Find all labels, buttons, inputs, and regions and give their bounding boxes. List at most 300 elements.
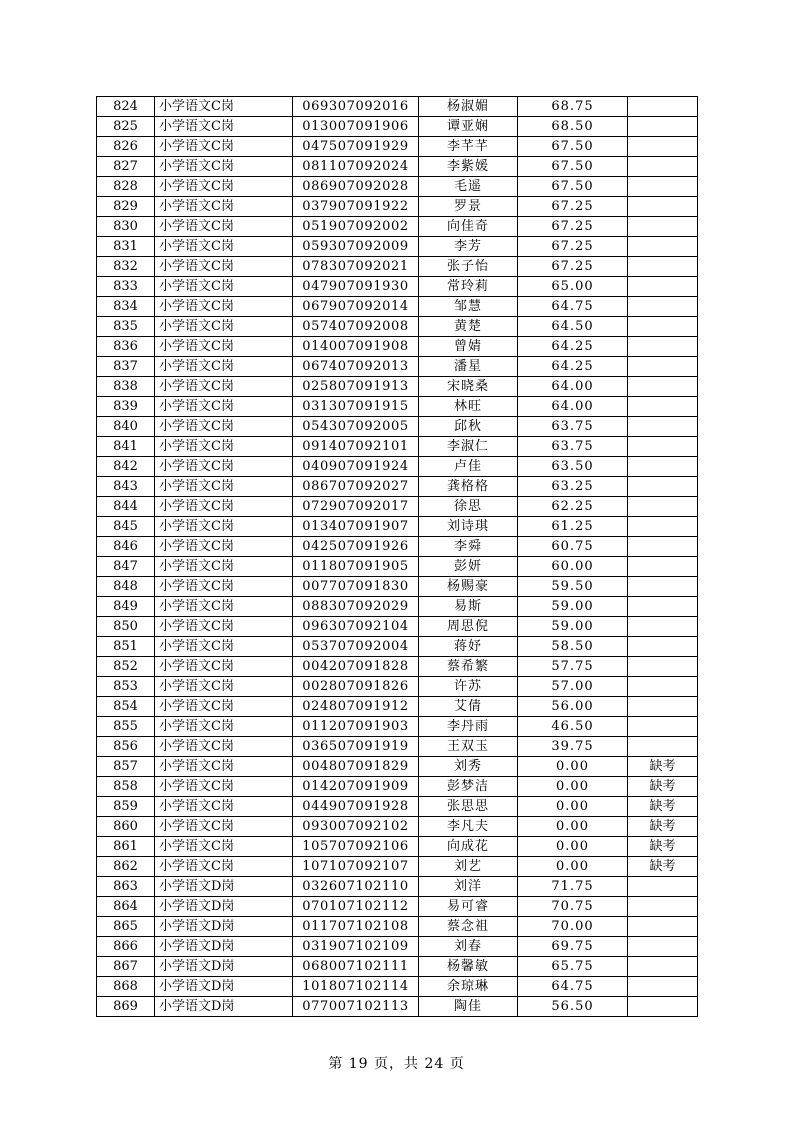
exam-id-cell: 051907092002 <box>293 217 419 237</box>
candidate-name-cell: 李凡夫 <box>419 817 518 837</box>
score-cell: 61.25 <box>518 517 628 537</box>
post-name-cell: 小学语文D岗 <box>155 997 293 1017</box>
score-cell: 64.50 <box>518 317 628 337</box>
row-number-cell: 835 <box>97 317 155 337</box>
table-row <box>97 357 698 377</box>
candidate-name-cell: 宋晓桑 <box>419 377 518 397</box>
candidate-name-cell: 彭妍 <box>419 557 518 577</box>
post-name-cell: 小学语文C岗 <box>155 817 293 837</box>
exam-id-cell: 040907091924 <box>293 457 419 477</box>
table-row <box>97 697 698 717</box>
score-cell: 46.50 <box>518 717 628 737</box>
row-number-cell: 858 <box>97 777 155 797</box>
note-cell: 缺考 <box>628 797 698 817</box>
score-cell: 64.00 <box>518 377 628 397</box>
score-cell: 67.25 <box>518 257 628 277</box>
note-cell <box>628 177 698 197</box>
table-row <box>97 257 698 277</box>
exam-id-cell: 078307092021 <box>293 257 419 277</box>
score-cell: 0.00 <box>518 797 628 817</box>
candidate-name-cell: 易可睿 <box>419 897 518 917</box>
score-cell: 64.00 <box>518 397 628 417</box>
note-cell <box>628 577 698 597</box>
candidate-name-cell: 邹慧 <box>419 297 518 317</box>
row-number-cell: 866 <box>97 937 155 957</box>
table-row <box>97 997 698 1017</box>
post-name-cell: 小学语文C岗 <box>155 477 293 497</box>
score-cell: 71.75 <box>518 877 628 897</box>
note-cell <box>628 457 698 477</box>
row-number-cell: 859 <box>97 797 155 817</box>
note-cell <box>628 417 698 437</box>
exam-id-cell: 067907092014 <box>293 297 419 317</box>
candidate-name-cell: 徐思 <box>419 497 518 517</box>
note-cell: 缺考 <box>628 777 698 797</box>
candidate-name-cell: 向成花 <box>419 837 518 857</box>
row-number-cell: 864 <box>97 897 155 917</box>
row-number-cell: 842 <box>97 457 155 477</box>
row-number-cell: 850 <box>97 617 155 637</box>
table-row <box>97 237 698 257</box>
candidate-name-cell: 李芊芊 <box>419 137 518 157</box>
row-number-cell: 837 <box>97 357 155 377</box>
post-name-cell: 小学语文C岗 <box>155 677 293 697</box>
candidate-name-cell: 刘秀 <box>419 757 518 777</box>
exam-id-cell: 011807091905 <box>293 557 419 577</box>
candidate-name-cell: 张思思 <box>419 797 518 817</box>
table-row <box>97 477 698 497</box>
exam-id-cell: 037907091922 <box>293 197 419 217</box>
post-name-cell: 小学语文C岗 <box>155 697 293 717</box>
post-name-cell: 小学语文C岗 <box>155 637 293 657</box>
note-cell: 缺考 <box>628 757 698 777</box>
note-cell <box>628 477 698 497</box>
score-cell: 0.00 <box>518 817 628 837</box>
table-row <box>97 577 698 597</box>
row-number-cell: 860 <box>97 817 155 837</box>
exam-id-cell: 059307092009 <box>293 237 419 257</box>
row-number-cell: 862 <box>97 857 155 877</box>
exam-id-cell: 031307091915 <box>293 397 419 417</box>
post-name-cell: 小学语文C岗 <box>155 717 293 737</box>
post-name-cell: 小学语文C岗 <box>155 217 293 237</box>
candidate-name-cell: 潘星 <box>419 357 518 377</box>
candidate-name-cell: 陶佳 <box>419 997 518 1017</box>
score-cell: 0.00 <box>518 757 628 777</box>
exam-id-cell: 091407092101 <box>293 437 419 457</box>
row-number-cell: 824 <box>97 97 155 117</box>
post-name-cell: 小学语文C岗 <box>155 157 293 177</box>
exam-id-cell: 057407092008 <box>293 317 419 337</box>
candidate-name-cell: 李舜 <box>419 537 518 557</box>
row-number-cell: 868 <box>97 977 155 997</box>
post-name-cell: 小学语文C岗 <box>155 277 293 297</box>
candidate-name-cell: 彭梦洁 <box>419 777 518 797</box>
table-row <box>97 897 698 917</box>
table-row <box>97 157 698 177</box>
exam-id-cell: 067407092013 <box>293 357 419 377</box>
table-row <box>97 217 698 237</box>
score-cell: 60.00 <box>518 557 628 577</box>
score-cell: 63.75 <box>518 437 628 457</box>
post-name-cell: 小学语文C岗 <box>155 437 293 457</box>
score-cell: 67.50 <box>518 157 628 177</box>
exam-id-cell: 013007091906 <box>293 117 419 137</box>
score-cell: 63.75 <box>518 417 628 437</box>
post-name-cell: 小学语文D岗 <box>155 957 293 977</box>
score-cell: 59.50 <box>518 577 628 597</box>
row-number-cell: 827 <box>97 157 155 177</box>
row-number-cell: 857 <box>97 757 155 777</box>
row-number-cell: 838 <box>97 377 155 397</box>
score-cell: 64.75 <box>518 977 628 997</box>
post-name-cell: 小学语文C岗 <box>155 137 293 157</box>
row-number-cell: 849 <box>97 597 155 617</box>
exam-id-cell: 072907092017 <box>293 497 419 517</box>
post-name-cell: 小学语文C岗 <box>155 737 293 757</box>
candidate-name-cell: 李丹雨 <box>419 717 518 737</box>
row-number-cell: 863 <box>97 877 155 897</box>
candidate-name-cell: 许苏 <box>419 677 518 697</box>
post-name-cell: 小学语文D岗 <box>155 937 293 957</box>
exam-id-cell: 025807091913 <box>293 377 419 397</box>
note-cell <box>628 697 698 717</box>
exam-id-cell: 036507091919 <box>293 737 419 757</box>
note-cell <box>628 97 698 117</box>
candidate-name-cell: 李紫媛 <box>419 157 518 177</box>
exam-id-cell: 007707091830 <box>293 577 419 597</box>
row-number-cell: 869 <box>97 997 155 1017</box>
row-number-cell: 834 <box>97 297 155 317</box>
exam-id-cell: 101807102114 <box>293 977 419 997</box>
note-cell <box>628 737 698 757</box>
exam-id-cell: 042507091926 <box>293 537 419 557</box>
table-row <box>97 457 698 477</box>
table-row <box>97 97 698 117</box>
post-name-cell: 小学语文C岗 <box>155 657 293 677</box>
note-cell: 缺考 <box>628 837 698 857</box>
post-name-cell: 小学语文C岗 <box>155 417 293 437</box>
row-number-cell: 832 <box>97 257 155 277</box>
exam-id-cell: 069307092016 <box>293 97 419 117</box>
table-row <box>97 557 698 577</box>
note-cell <box>628 377 698 397</box>
post-name-cell: 小学语文D岗 <box>155 877 293 897</box>
row-number-cell: 851 <box>97 637 155 657</box>
exam-id-cell: 013407091907 <box>293 517 419 537</box>
score-cell: 70.75 <box>518 897 628 917</box>
candidate-name-cell: 张子怡 <box>419 257 518 277</box>
row-number-cell: 848 <box>97 577 155 597</box>
candidate-name-cell: 林旺 <box>419 397 518 417</box>
note-cell <box>628 257 698 277</box>
exam-id-cell: 054307092005 <box>293 417 419 437</box>
exam-id-cell: 032607102110 <box>293 877 419 897</box>
score-cell: 67.50 <box>518 137 628 157</box>
table-row <box>97 277 698 297</box>
candidate-name-cell: 蒋妤 <box>419 637 518 657</box>
score-cell: 62.25 <box>518 497 628 517</box>
candidate-name-cell: 卢佳 <box>419 457 518 477</box>
exam-id-cell: 047507091929 <box>293 137 419 157</box>
score-cell: 60.75 <box>518 537 628 557</box>
table-row <box>97 177 698 197</box>
score-cell: 64.25 <box>518 357 628 377</box>
candidate-name-cell: 毛遥 <box>419 177 518 197</box>
exam-id-cell: 105707092106 <box>293 837 419 857</box>
post-name-cell: 小学语文C岗 <box>155 497 293 517</box>
score-cell: 63.25 <box>518 477 628 497</box>
note-cell <box>628 977 698 997</box>
post-name-cell: 小学语文C岗 <box>155 317 293 337</box>
candidate-name-cell: 黄楚 <box>419 317 518 337</box>
score-cell: 56.50 <box>518 997 628 1017</box>
post-name-cell: 小学语文C岗 <box>155 517 293 537</box>
table-row <box>97 137 698 157</box>
note-cell <box>628 297 698 317</box>
row-number-cell: 852 <box>97 657 155 677</box>
table-row <box>97 117 698 137</box>
note-cell <box>628 117 698 137</box>
candidate-name-cell: 蔡希繁 <box>419 657 518 677</box>
exam-id-cell: 002807091826 <box>293 677 419 697</box>
post-name-cell: 小学语文C岗 <box>155 237 293 257</box>
post-name-cell: 小学语文C岗 <box>155 597 293 617</box>
candidate-name-cell: 杨赐豪 <box>419 577 518 597</box>
post-name-cell: 小学语文C岗 <box>155 457 293 477</box>
row-number-cell: 855 <box>97 717 155 737</box>
candidate-name-cell: 蔡念祖 <box>419 917 518 937</box>
score-cell: 63.50 <box>518 457 628 477</box>
score-cell: 0.00 <box>518 837 628 857</box>
post-name-cell: 小学语文C岗 <box>155 257 293 277</box>
candidate-name-cell: 周思倪 <box>419 617 518 637</box>
table-row <box>97 497 698 517</box>
table-row <box>97 937 698 957</box>
candidate-name-cell: 杨馨敏 <box>419 957 518 977</box>
note-cell <box>628 357 698 377</box>
table-row <box>97 677 698 697</box>
table-row <box>97 597 698 617</box>
note-cell <box>628 657 698 677</box>
row-number-cell: 825 <box>97 117 155 137</box>
score-cell: 57.75 <box>518 657 628 677</box>
results-table <box>96 96 698 1017</box>
note-cell <box>628 557 698 577</box>
exam-id-cell: 086907092028 <box>293 177 419 197</box>
post-name-cell: 小学语文C岗 <box>155 837 293 857</box>
note-cell <box>628 957 698 977</box>
table-row <box>97 317 698 337</box>
score-cell: 64.75 <box>518 297 628 317</box>
note-cell <box>628 937 698 957</box>
table-row <box>97 637 698 657</box>
row-number-cell: 847 <box>97 557 155 577</box>
candidate-name-cell: 刘春 <box>419 937 518 957</box>
row-number-cell: 861 <box>97 837 155 857</box>
row-number-cell: 843 <box>97 477 155 497</box>
table-row <box>97 957 698 977</box>
note-cell <box>628 217 698 237</box>
note-cell <box>628 617 698 637</box>
exam-id-cell: 014207091909 <box>293 777 419 797</box>
note-cell <box>628 497 698 517</box>
candidate-name-cell: 龚格格 <box>419 477 518 497</box>
post-name-cell: 小学语文D岗 <box>155 917 293 937</box>
candidate-name-cell: 向佳奇 <box>419 217 518 237</box>
score-cell: 56.00 <box>518 697 628 717</box>
score-cell: 67.50 <box>518 177 628 197</box>
note-cell <box>628 197 698 217</box>
row-number-cell: 841 <box>97 437 155 457</box>
candidate-name-cell: 李芳 <box>419 237 518 257</box>
table-row <box>97 817 698 837</box>
exam-id-cell: 107107092107 <box>293 857 419 877</box>
exam-id-cell: 077007102113 <box>293 997 419 1017</box>
row-number-cell: 829 <box>97 197 155 217</box>
note-cell <box>628 717 698 737</box>
note-cell <box>628 277 698 297</box>
candidate-name-cell: 谭亚娴 <box>419 117 518 137</box>
row-number-cell: 854 <box>97 697 155 717</box>
exam-id-cell: 004807091829 <box>293 757 419 777</box>
row-number-cell: 845 <box>97 517 155 537</box>
row-number-cell: 826 <box>97 137 155 157</box>
table-row <box>97 617 698 637</box>
post-name-cell: 小学语文C岗 <box>155 197 293 217</box>
post-name-cell: 小学语文C岗 <box>155 337 293 357</box>
score-cell: 67.25 <box>518 237 628 257</box>
table-row <box>97 777 698 797</box>
post-name-cell: 小学语文C岗 <box>155 797 293 817</box>
score-cell: 0.00 <box>518 777 628 797</box>
candidate-name-cell: 曾婧 <box>419 337 518 357</box>
note-cell <box>628 877 698 897</box>
row-number-cell: 833 <box>97 277 155 297</box>
post-name-cell: 小学语文C岗 <box>155 537 293 557</box>
post-name-cell: 小学语文D岗 <box>155 897 293 917</box>
post-name-cell: 小学语文C岗 <box>155 777 293 797</box>
exam-id-cell: 004207091828 <box>293 657 419 677</box>
candidate-name-cell: 邱秋 <box>419 417 518 437</box>
note-cell <box>628 997 698 1017</box>
exam-id-cell: 014007091908 <box>293 337 419 357</box>
exam-id-cell: 053707092004 <box>293 637 419 657</box>
exam-id-cell: 044907091928 <box>293 797 419 817</box>
post-name-cell: 小学语文C岗 <box>155 557 293 577</box>
table-row <box>97 737 698 757</box>
exam-id-cell: 011707102108 <box>293 917 419 937</box>
exam-id-cell: 047907091930 <box>293 277 419 297</box>
exam-id-cell: 024807091912 <box>293 697 419 717</box>
table-row <box>97 717 698 737</box>
score-cell: 70.00 <box>518 917 628 937</box>
post-name-cell: 小学语文C岗 <box>155 117 293 137</box>
note-cell <box>628 897 698 917</box>
table-row <box>97 917 698 937</box>
row-number-cell: 836 <box>97 337 155 357</box>
note-cell <box>628 337 698 357</box>
note-cell: 缺考 <box>628 817 698 837</box>
table-row <box>97 197 698 217</box>
candidate-name-cell: 余琼琳 <box>419 977 518 997</box>
row-number-cell: 840 <box>97 417 155 437</box>
exam-id-cell: 011207091903 <box>293 717 419 737</box>
note-cell <box>628 317 698 337</box>
score-cell: 68.50 <box>518 117 628 137</box>
table-row <box>97 537 698 557</box>
table-row <box>97 857 698 877</box>
table-row <box>97 977 698 997</box>
table-row <box>97 837 698 857</box>
note-cell <box>628 397 698 417</box>
table-row <box>97 377 698 397</box>
exam-id-cell: 081107092024 <box>293 157 419 177</box>
row-number-cell: 830 <box>97 217 155 237</box>
table-row <box>97 337 698 357</box>
table-row <box>97 757 698 777</box>
score-cell: 64.25 <box>518 337 628 357</box>
score-cell: 59.00 <box>518 597 628 617</box>
table-row <box>97 657 698 677</box>
exam-id-cell: 070107102112 <box>293 897 419 917</box>
exam-id-cell: 068007102111 <box>293 957 419 977</box>
candidate-name-cell: 李淑仁 <box>419 437 518 457</box>
score-cell: 59.00 <box>518 617 628 637</box>
candidate-name-cell: 常玲莉 <box>419 277 518 297</box>
post-name-cell: 小学语文C岗 <box>155 617 293 637</box>
row-number-cell: 867 <box>97 957 155 977</box>
score-cell: 67.25 <box>518 217 628 237</box>
post-name-cell: 小学语文C岗 <box>155 97 293 117</box>
score-cell: 57.00 <box>518 677 628 697</box>
table-row <box>97 417 698 437</box>
table-row <box>97 797 698 817</box>
exam-id-cell: 086707092027 <box>293 477 419 497</box>
note-cell: 缺考 <box>628 857 698 877</box>
candidate-name-cell: 杨淑媚 <box>419 97 518 117</box>
note-cell <box>628 157 698 177</box>
note-cell <box>628 677 698 697</box>
candidate-name-cell: 刘艺 <box>419 857 518 877</box>
candidate-name-cell: 刘洋 <box>419 877 518 897</box>
candidate-name-cell: 易斯 <box>419 597 518 617</box>
post-name-cell: 小学语文D岗 <box>155 977 293 997</box>
note-cell <box>628 637 698 657</box>
table-row <box>97 437 698 457</box>
row-number-cell: 839 <box>97 397 155 417</box>
exam-id-cell: 093007092102 <box>293 817 419 837</box>
score-cell: 65.75 <box>518 957 628 977</box>
exam-id-cell: 096307092104 <box>293 617 419 637</box>
note-cell <box>628 597 698 617</box>
row-number-cell: 844 <box>97 497 155 517</box>
table-row <box>97 517 698 537</box>
score-cell: 69.75 <box>518 937 628 957</box>
table-row <box>97 297 698 317</box>
score-cell: 67.25 <box>518 197 628 217</box>
post-name-cell: 小学语文C岗 <box>155 757 293 777</box>
row-number-cell: 846 <box>97 537 155 557</box>
note-cell <box>628 237 698 257</box>
row-number-cell: 865 <box>97 917 155 937</box>
score-cell: 68.75 <box>518 97 628 117</box>
row-number-cell: 828 <box>97 177 155 197</box>
post-name-cell: 小学语文C岗 <box>155 397 293 417</box>
post-name-cell: 小学语文C岗 <box>155 377 293 397</box>
candidate-name-cell: 王双玉 <box>419 737 518 757</box>
post-name-cell: 小学语文C岗 <box>155 577 293 597</box>
